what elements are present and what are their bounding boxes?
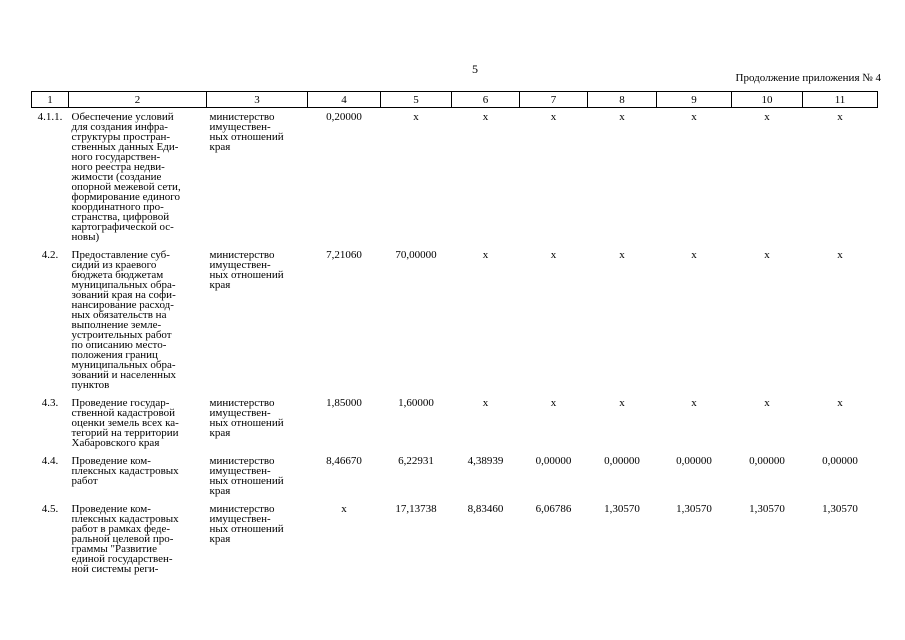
value-cell: x bbox=[619, 397, 625, 409]
program-table bbox=[31, 91, 878, 578]
column-header: 5 bbox=[381, 92, 452, 108]
value-cell: 1,30570 bbox=[676, 503, 712, 515]
value-cell: 8,83460 bbox=[467, 503, 504, 515]
activity-name-cell: Проведение ком- плексных кадастровых работ bbox=[71, 455, 179, 487]
appendix-continuation-note: Продолжение приложения № 4 bbox=[735, 72, 881, 84]
value-cell: 70,00000 bbox=[395, 249, 437, 261]
value-cell: 1,60000 bbox=[398, 397, 434, 409]
executor-cell: министерство имуществен- ных отношений края bbox=[209, 397, 284, 439]
value-cell: 6,22931 bbox=[398, 455, 434, 467]
value-cell: x bbox=[550, 111, 557, 123]
column-header: 10 bbox=[732, 92, 803, 108]
table-row bbox=[32, 108, 878, 247]
value-cell: 1,30570 bbox=[822, 503, 858, 515]
value-cell: x bbox=[837, 249, 843, 261]
value-cell: x bbox=[550, 249, 557, 261]
column-header: 2 bbox=[69, 92, 207, 108]
column-header: 7 bbox=[520, 92, 588, 108]
value-cell: 0,00000 bbox=[822, 455, 858, 467]
value-cell: x bbox=[482, 397, 489, 409]
executor-cell: министерство имуществен- ных отношений края bbox=[209, 249, 284, 291]
value-cell: x bbox=[764, 397, 770, 409]
value-cell: x bbox=[482, 249, 489, 261]
value-cell: x bbox=[550, 397, 557, 409]
table-body bbox=[32, 108, 878, 579]
table-row bbox=[32, 394, 878, 452]
column-header: 3 bbox=[207, 92, 308, 108]
executor-cell: министерство имуществен- ных отношений края bbox=[209, 111, 284, 153]
row-number-cell: 4.1.1. bbox=[37, 111, 63, 123]
column-header: 4 bbox=[308, 92, 381, 108]
executor-cell: министерство имуществен- ных отношений края bbox=[209, 455, 284, 497]
value-cell: 1,85000 bbox=[326, 397, 362, 409]
row-number-cell: 4.2. bbox=[41, 249, 59, 261]
value-cell: x bbox=[764, 111, 770, 123]
activity-name-cell: Проведение государ- ственной кадастровой оценки земель всех ка- тегорий на территории Хабаровского края bbox=[71, 397, 179, 449]
value-cell: 17,13738 bbox=[395, 503, 437, 515]
column-header: 6 bbox=[452, 92, 520, 108]
column-header: 8 bbox=[588, 92, 657, 108]
table-row bbox=[32, 452, 878, 500]
column-header: 9 bbox=[657, 92, 732, 108]
table-row bbox=[32, 500, 878, 578]
column-number-row bbox=[32, 92, 878, 108]
value-cell: 1,30570 bbox=[604, 503, 640, 515]
value-cell: 6,06786 bbox=[535, 503, 572, 515]
page-number: 5 bbox=[472, 62, 478, 76]
value-cell: x bbox=[691, 397, 697, 409]
value-cell: x bbox=[691, 249, 697, 261]
executor-cell: министерство имуществен- ных отношений края bbox=[209, 503, 284, 545]
value-cell: x bbox=[341, 503, 347, 515]
value-cell: 0,20000 bbox=[326, 111, 362, 123]
value-cell: x bbox=[837, 397, 843, 409]
value-cell: 0,00000 bbox=[676, 455, 712, 467]
table-row bbox=[32, 246, 878, 394]
value-cell: 8,46670 bbox=[326, 455, 362, 467]
value-cell: 0,00000 bbox=[604, 455, 640, 467]
value-cell: x bbox=[837, 111, 843, 123]
value-cell: 0,00000 bbox=[535, 455, 572, 467]
value-cell: 1,30570 bbox=[749, 503, 785, 515]
column-header: 1 bbox=[32, 92, 69, 108]
value-cell: x bbox=[691, 111, 697, 123]
column-header: 11 bbox=[803, 92, 878, 108]
activity-name-cell: Проведение ком- плексных кадастровых работ в рамках феде- ральной целевой про- граммы "Развитие единой государствен- ной системы реги- bbox=[71, 503, 179, 575]
row-number-cell: 4.5. bbox=[41, 503, 59, 515]
activity-name-cell: Обеспечение условий для создания инфра- структуры простран- ственных данных Еди- ного государствен- ного реестра недви- жимости (создание опорной межевой сети, формирование единого координатного про- странства, цифровой картографической ос- новы) bbox=[71, 111, 181, 243]
value-cell: x bbox=[413, 111, 419, 123]
value-cell: 0,00000 bbox=[749, 455, 785, 467]
value-cell: x bbox=[764, 249, 770, 261]
value-cell: x bbox=[619, 249, 625, 261]
value-cell: 7,21060 bbox=[326, 249, 362, 261]
row-number-cell: 4.3. bbox=[41, 397, 59, 409]
value-cell: x bbox=[619, 111, 625, 123]
value-cell: 4,38939 bbox=[467, 455, 504, 467]
activity-name-cell: Предоставление суб- сидий из краевого бюджета бюджетам муниципальных обра- зований края на софи- нансирование расход- ных обязательств на выполнение земле- устроительных работ по описанию место- положения границ муниципальных обра- зований и населенных пунктов bbox=[71, 249, 176, 391]
value-cell: x bbox=[482, 111, 489, 123]
row-number-cell: 4.4. bbox=[41, 455, 59, 467]
